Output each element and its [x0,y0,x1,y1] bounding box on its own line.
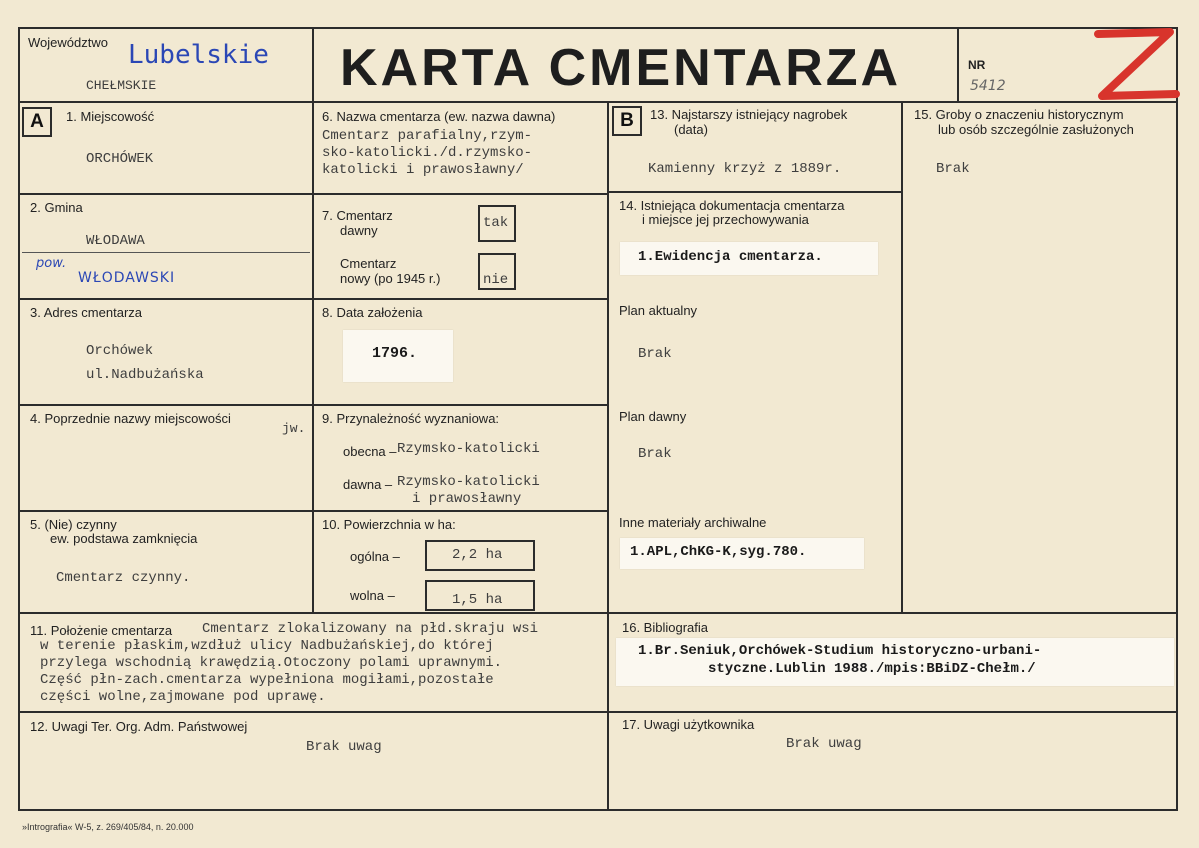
printer-imprint: »Intrografia« W-5, z. 269/405/84, n. 20.000 [22,822,194,832]
wojewodztwo-stamp: Lubelskie [128,40,269,70]
col3-sep [607,191,903,193]
f14-label2: i miejsce jej przechowywania [642,212,809,227]
row-sep-4 [18,510,609,512]
f16-label: 16. Bibliografia [622,620,708,635]
f11-line2: w terenie płaskim,wzdłuż ulicy Nadbużańskiej,do której [40,638,494,654]
f11-line5: części wolne,zajmowane pod uprawę. [40,689,326,705]
f10-ogolna-value: 2,2 ha [452,547,503,563]
f11-line1: Cmentarz zlokalizowany na płd.skraju wsi [202,621,539,637]
f13-label2: (data) [674,122,708,137]
gmina-guide-line [22,252,310,253]
f6-line1: Cmentarz parafialny,rzym- [322,128,533,144]
f6-label: 6. Nazwa cmentarza (ew. nazwa dawna) [322,109,556,124]
f14-plan-dawny-value: Brak [638,446,672,462]
f7-nowy-value: nie [483,272,509,288]
header-divider-2 [957,27,959,103]
row-sep-3 [18,404,609,406]
red-z-mark-icon [1090,26,1180,104]
frame-left [18,27,20,811]
f6-line2: sko-katolicki./d.rzymsko- [322,145,533,161]
f11-line3: przylega wschodnią krawędzią.Otoczony polami uprawnymi. [40,655,503,671]
f15-label1: 15. Groby o znaczeniu historycznym [914,107,1124,122]
f5-label1: 5. (Nie) czynny [30,517,117,532]
f6-line3: katolicki i prawosławny/ [322,162,524,178]
f15-label2: lub osób szczególnie zasłużonych [938,122,1134,137]
f10-ogolna-label: ogólna – [350,549,400,564]
f14-plan-akt-value: Brak [638,346,672,362]
page-title: KARTA CMENTARZA [340,39,902,97]
f7-dawny: dawny [340,223,378,238]
f2-label: 2. Gmina [30,200,83,215]
col-divider-2 [607,101,609,809]
frame-bottom [18,809,1178,811]
frame-right [1176,27,1178,811]
f7-nowy2: nowy (po 1945 r.) [340,271,441,286]
f14-inne-value: 1.APL,ChKG-K,syg.780. [630,544,807,560]
f1-value: ORCHÓWEK [86,151,154,167]
f7-dawny-value: tak [483,215,509,231]
f4-label: 4. Poprzednie nazwy miejscowości [30,411,231,426]
f8-value: 1796. [372,345,418,362]
wojewodztwo-label: Województwo [28,35,108,50]
f3-line1: Orchówek [86,343,154,359]
f5-label2: ew. podstawa zamknięcia [50,531,198,546]
f13-value: Kamienny krzyż z 1889r. [648,161,842,177]
frame-top [18,27,1178,29]
f10-label: 10. Powierzchnia w ha: [322,517,456,532]
f11-line4: Część płn-zach.cmentarza wypełniona mogiłami,pozostałe [40,672,494,688]
f8-label: 8. Data założenia [322,305,423,320]
f10-wolna-label: wolna – [350,588,395,603]
f16-line2: styczne.Lublin 1988./mpis:BBiDZ-Chełm./ [708,661,1036,677]
f7-nowy1: Cmentarz [340,256,397,271]
f9-dawna-label: dawna – [343,477,393,492]
f14-doc-value: 1.Ewidencja cmentarza. [638,249,823,265]
header-divider-1 [312,27,314,103]
f13-label1: 13. Najstarszy istniejący nagrobek [650,107,848,122]
f9-label: 9. Przynależność wyznaniowa: [322,411,500,426]
col-divider-3 [901,101,903,613]
f15-value: Brak [936,161,970,177]
f17-label: 17. Uwagi użytkownika [622,717,755,732]
f7-label: 7. Cmentarz [322,208,393,223]
wojewodztwo-old: CHEŁMSKIE [86,78,157,93]
f17-value: Brak uwag [786,736,862,752]
row-sep-5 [18,612,1178,614]
nr-value: 5412 [970,78,1006,94]
f14-plan-akt-label: Plan aktualny [619,303,698,318]
col-divider-1 [312,101,314,613]
header-bottom-line [18,101,1178,103]
f12-value: Brak uwag [306,739,382,755]
f1-label: 1. Miejscowość [66,109,155,124]
f9-dawna-value1: Rzymsko-katolicki [397,474,540,490]
f9-dawna-value2: i prawosławny [412,491,522,507]
row-sep-1 [18,193,609,195]
f5-value: Cmentarz czynny. [56,570,191,586]
f10-wolna-value: 1,5 ha [452,592,503,608]
f2-pow-prefix: pow. [36,256,67,271]
f9-obecna-value: Rzymsko-katolicki [397,441,540,457]
section-b-badge: B [612,106,642,136]
f14-plan-dawny-label: Plan dawny [619,409,687,424]
f9-obecna-label: obecna – [343,444,397,459]
nr-label: NR [968,58,986,72]
f2-value: WŁODAWA [86,233,145,249]
row-sep-2 [18,298,609,300]
f16-line1: 1.Br.Seniuk,Orchówek-Studium historyczno-urbani- [638,643,1042,659]
f14-label1: 14. Istniejąca dokumentacja cmentarza [619,198,845,213]
row-sep-6 [18,711,1178,713]
f14-inne-label: Inne materiały archiwalne [619,515,767,530]
section-a-badge: A [22,107,52,137]
f12-label: 12. Uwagi Ter. Org. Adm. Państwowej [30,719,248,734]
f3-label: 3. Adres cmentarza [30,305,142,320]
f11-label: 11. Położenie cmentarza [30,623,173,638]
f4-value: jw. [282,421,306,436]
f2-pow-value: WŁODAWSKI [78,270,176,286]
f3-line2: ul.Nadbużańska [86,367,204,383]
